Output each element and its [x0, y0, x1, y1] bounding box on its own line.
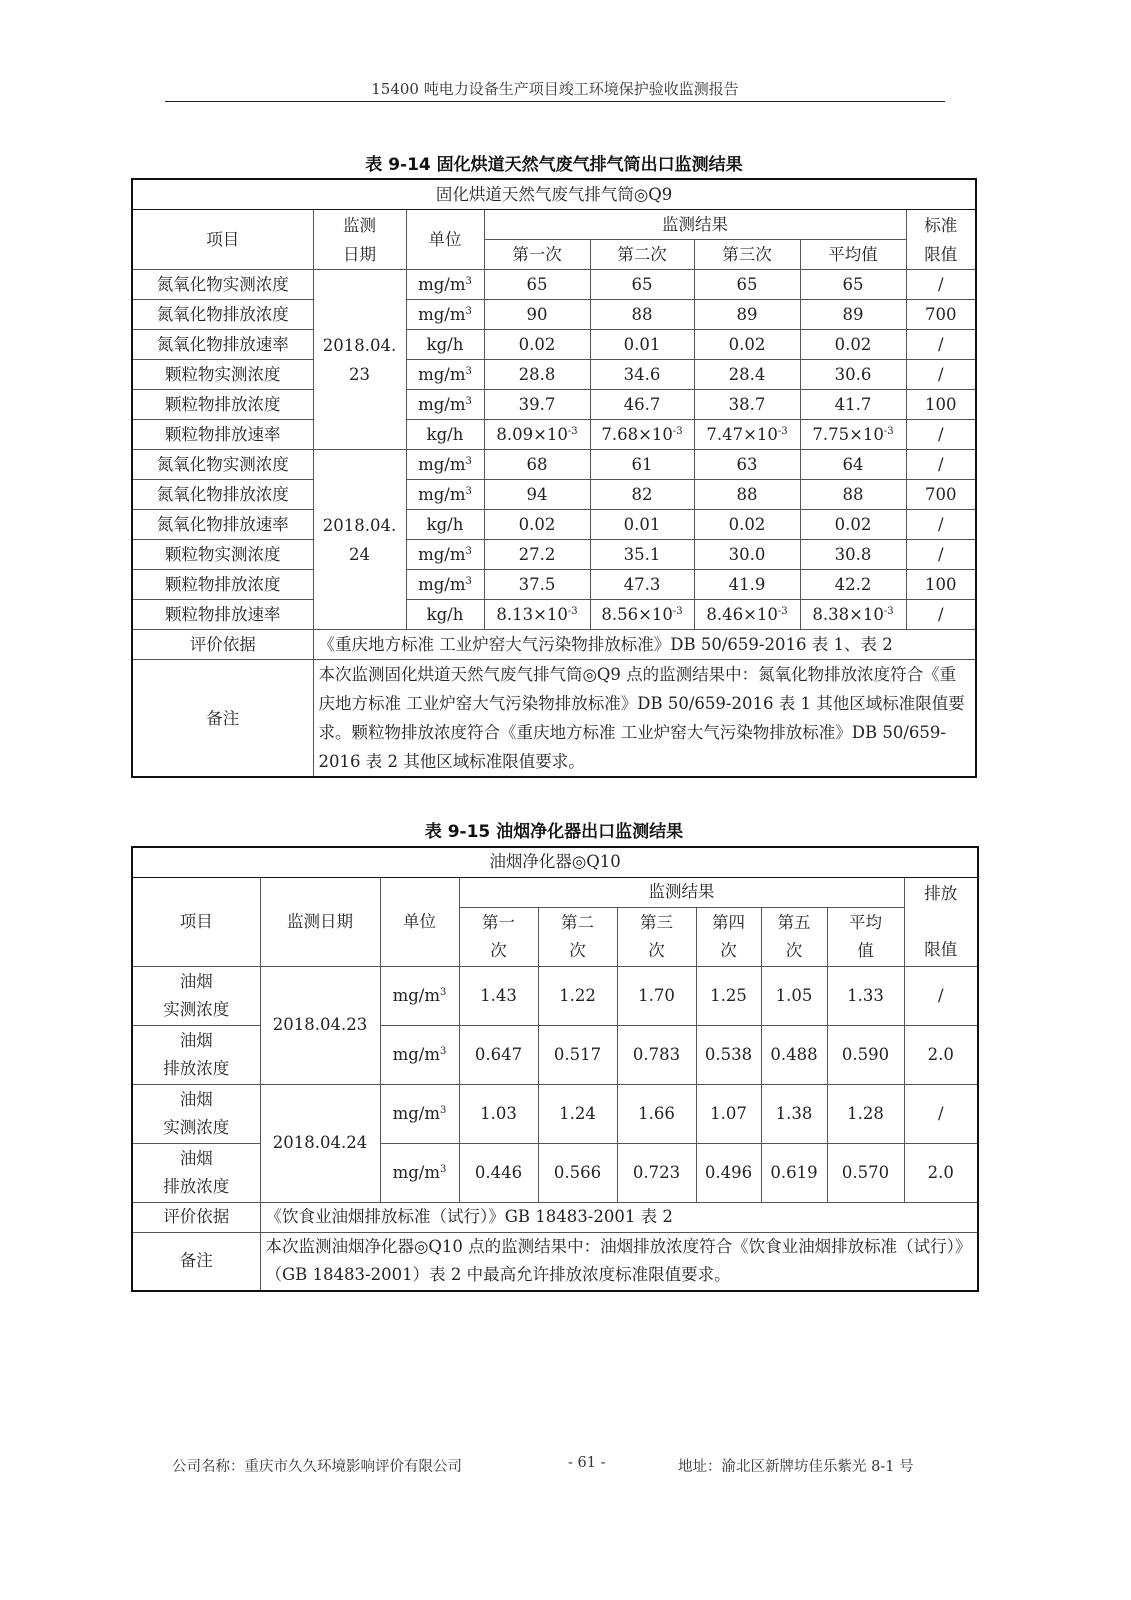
t2-value-2: 1.22 — [538, 966, 617, 1025]
t1-value-3: 88 — [694, 480, 800, 510]
t1-unit: kg/h — [406, 330, 484, 360]
t1-avg: 41.7 — [800, 390, 906, 420]
t1-value-1: 90 — [484, 300, 590, 330]
t1-value-2: 35.1 — [590, 540, 694, 570]
t2-value-4: 0.538 — [696, 1025, 761, 1084]
table-row — [132, 1025, 978, 1084]
t1-unit: $mg/m^3$ — [406, 270, 484, 300]
t1-date: 2018.04. 23 — [313, 270, 406, 450]
t1-value-2: 46.7 — [590, 390, 694, 420]
t1-item: 氮氧化物实测浓度 — [132, 270, 313, 300]
t1-limit: / — [906, 540, 976, 570]
t2-value-2: 1.24 — [538, 1084, 617, 1143]
t1-item: 颗粒物排放浓度 — [132, 390, 313, 420]
t1-unit: $mg/m^3$ — [406, 360, 484, 390]
t1-value-3: 28.4 — [694, 360, 800, 390]
t1-unit: $mg/m^3$ — [406, 300, 484, 330]
t2-note-label: 备注 — [132, 1232, 260, 1291]
t1-header-item: 项目 — [132, 210, 313, 270]
t2-header-avg: 平均 值 — [827, 907, 904, 966]
t2-item: 油烟 排放浓度 — [132, 1025, 260, 1084]
t1-value-1: $8.09\times 10^{-3}$ — [484, 420, 590, 450]
table-row — [132, 600, 976, 630]
table-row — [132, 966, 978, 1025]
t1-value-2: 34.6 — [590, 360, 694, 390]
t1-basis: 《重庆地方标准 工业炉窑大气污染物排放标准》DB 50/659-2016 表 1、表 2 — [313, 630, 976, 660]
t1-value-3: 65 — [694, 270, 800, 300]
t1-value-3: 89 — [694, 300, 800, 330]
t2-unit: $mg/m^3$ — [380, 1084, 459, 1143]
t2-value-5: 0.619 — [761, 1143, 827, 1202]
t2-header-c2: 第二 次 — [538, 907, 617, 966]
t1-item: 颗粒物排放浓度 — [132, 570, 313, 600]
t1-value-1: 37.5 — [484, 570, 590, 600]
t1-header-second: 第二次 — [590, 240, 694, 270]
t2-basis: 《饮食业油烟排放标准（试行）》GB 18483-2001 表 2 — [260, 1202, 978, 1232]
t1-header-first: 第一次 — [484, 240, 590, 270]
t2-limit: 2.0 — [904, 1025, 978, 1084]
table-row — [132, 480, 976, 510]
t2-item: 油烟 实测浓度 — [132, 1084, 260, 1143]
t1-note-label: 备注 — [132, 660, 313, 778]
t1-item: 颗粒物实测浓度 — [132, 360, 313, 390]
table-row — [132, 420, 976, 450]
t1-unit: $mg/m^3$ — [406, 480, 484, 510]
t1-value-1: 28.8 — [484, 360, 590, 390]
table2 — [131, 846, 979, 1292]
t2-item: 油烟 排放浓度 — [132, 1143, 260, 1202]
t1-unit: $mg/m^3$ — [406, 540, 484, 570]
t1-unit: kg/h — [406, 510, 484, 540]
t1-avg: $7.75\times 10^{-3}$ — [800, 420, 906, 450]
t2-basis-label: 评价依据 — [132, 1202, 260, 1232]
t2-value-1: 0.647 — [459, 1025, 538, 1084]
header-rule — [165, 101, 945, 102]
t1-limit: / — [906, 420, 976, 450]
table-row — [132, 570, 976, 600]
table1 — [131, 178, 977, 778]
t1-unit: $mg/m^3$ — [406, 570, 484, 600]
t2-header-c3: 第三 次 — [617, 907, 696, 966]
t1-unit: kg/h — [406, 420, 484, 450]
t2-unit: $mg/m^3$ — [380, 1025, 459, 1084]
t1-value-2: 47.3 — [590, 570, 694, 600]
t1-value-2: 0.01 — [590, 330, 694, 360]
t1-note: 本次监测固化烘道天然气废气排气筒◎Q9 点的监测结果中：氮氧化物排放浓度符合《重庆地方标准 工业炉窑大气污染物排放标准》DB 50/659-2016 表 1 其他区域标准限值要求。颗粒物排放浓度符合《重庆地方标准 工业炉窑大气污染物排放标准》DB 50/659-2016 表 2 其他区域标准限值要求。 — [313, 660, 976, 778]
t1-value-1: 27.2 — [484, 540, 590, 570]
t1-value-2: $7.68\times 10^{-3}$ — [590, 420, 694, 450]
t1-value-3: $8.46\times 10^{-3}$ — [694, 600, 800, 630]
table-row — [132, 330, 976, 360]
t1-avg: 30.8 — [800, 540, 906, 570]
t2-date: 2018.04.24 — [260, 1084, 380, 1202]
t2-item: 油烟 实测浓度 — [132, 966, 260, 1025]
t2-avg: 1.33 — [827, 966, 904, 1025]
t1-item: 颗粒物实测浓度 — [132, 540, 313, 570]
t2-value-1: 1.03 — [459, 1084, 538, 1143]
t1-avg: $8.38\times 10^{-3}$ — [800, 600, 906, 630]
t1-header-results: 监测结果 — [484, 210, 906, 240]
t2-date: 2018.04.23 — [260, 966, 380, 1084]
t1-header-third: 第三次 — [694, 240, 800, 270]
t2-unit: $mg/m^3$ — [380, 966, 459, 1025]
t1-value-2: $8.56\times 10^{-3}$ — [590, 600, 694, 630]
t1-header-unit: 单位 — [406, 210, 484, 270]
t1-date: 2018.04. 24 — [313, 450, 406, 630]
t2-value-4: 1.07 — [696, 1084, 761, 1143]
t2-header-c5: 第五 次 — [761, 907, 827, 966]
t2-limit: 2.0 — [904, 1143, 978, 1202]
t1-value-3: 30.0 — [694, 540, 800, 570]
t2-unit: $mg/m^3$ — [380, 1143, 459, 1202]
t2-note: 本次监测油烟净化器◎Q10 点的监测结果中：油烟排放浓度符合《饮食业油烟排放标准（试行）》（GB 18483-2001）表 2 中最高允许排放浓度标准限值要求。 — [260, 1232, 978, 1291]
t1-avg: 30.6 — [800, 360, 906, 390]
t1-avg: 88 — [800, 480, 906, 510]
t1-value-1: 39.7 — [484, 390, 590, 420]
t1-item: 氮氧化物排放浓度 — [132, 480, 313, 510]
t1-limit: / — [906, 600, 976, 630]
t1-item: 颗粒物排放速率 — [132, 600, 313, 630]
t1-value-3: $7.47\times 10^{-3}$ — [694, 420, 800, 450]
t1-header-date: 监测 日期 — [313, 210, 406, 270]
t1-value-1: 0.02 — [484, 330, 590, 360]
t1-value-1: 94 — [484, 480, 590, 510]
t2-avg: 1.28 — [827, 1084, 904, 1143]
t1-value-2: 61 — [590, 450, 694, 480]
table-row — [132, 360, 976, 390]
t1-avg: 89 — [800, 300, 906, 330]
t2-header-date: 监测日期 — [260, 877, 380, 966]
t1-item: 颗粒物排放速率 — [132, 420, 313, 450]
t1-value-3: 63 — [694, 450, 800, 480]
t1-value-1: 65 — [484, 270, 590, 300]
t1-limit: 700 — [906, 300, 976, 330]
t2-value-3: 1.66 — [617, 1084, 696, 1143]
t2-value-2: 0.566 — [538, 1143, 617, 1202]
t2-avg: 0.590 — [827, 1025, 904, 1084]
t1-avg: 0.02 — [800, 510, 906, 540]
t2-value-1: 0.446 — [459, 1143, 538, 1202]
t2-limit: / — [904, 966, 978, 1025]
table-row — [132, 510, 976, 540]
t1-basis-label: 评价依据 — [132, 630, 313, 660]
t2-value-1: 1.43 — [459, 966, 538, 1025]
t1-limit: 100 — [906, 390, 976, 420]
t1-unit: $mg/m^3$ — [406, 450, 484, 480]
t1-limit: / — [906, 510, 976, 540]
t1-value-2: 82 — [590, 480, 694, 510]
table1-caption: 表 9-14 固化烘道天然气废气排气筒出口监测结果 — [365, 155, 743, 175]
table-row — [132, 1143, 978, 1202]
table-row — [132, 540, 976, 570]
t1-value-3: 38.7 — [694, 390, 800, 420]
report-header-title: 15400 吨电力设备生产项目竣工环境保护验收监测报告 — [371, 80, 739, 98]
t1-header-avg: 平均值 — [800, 240, 906, 270]
table1-source: 固化烘道天然气废气排气筒◎Q9 — [132, 179, 976, 210]
t1-value-3: 0.02 — [694, 510, 800, 540]
t2-limit: / — [904, 1084, 978, 1143]
t1-value-1: $8.13\times 10^{-3}$ — [484, 600, 590, 630]
t1-item: 氮氧化物实测浓度 — [132, 450, 313, 480]
t1-avg: 64 — [800, 450, 906, 480]
t1-avg: 42.2 — [800, 570, 906, 600]
t1-item: 氮氧化物排放速率 — [132, 510, 313, 540]
table-row — [132, 450, 976, 480]
t2-value-2: 0.517 — [538, 1025, 617, 1084]
footer-address: 地址：渝北区新牌坊佳乐紫光 8-1 号 — [678, 1459, 914, 1475]
t1-limit: / — [906, 330, 976, 360]
t2-value-5: 0.488 — [761, 1025, 827, 1084]
t2-value-4: 0.496 — [696, 1143, 761, 1202]
table2-source: 油烟净化器◎Q10 — [132, 847, 978, 877]
t1-value-3: 0.02 — [694, 330, 800, 360]
t2-avg: 0.570 — [827, 1143, 904, 1202]
t2-value-3: 1.70 — [617, 966, 696, 1025]
t1-avg: 0.02 — [800, 330, 906, 360]
t1-value-2: 0.01 — [590, 510, 694, 540]
footer-company: 公司名称：重庆市久久环境影响评价有限公司 — [172, 1459, 462, 1475]
t1-value-1: 0.02 — [484, 510, 590, 540]
t2-value-5: 1.05 — [761, 966, 827, 1025]
table-row — [132, 390, 976, 420]
t1-limit: / — [906, 360, 976, 390]
table2-caption: 表 9-15 油烟净化器出口监测结果 — [424, 822, 684, 842]
t2-header-unit: 单位 — [380, 877, 459, 966]
t1-value-2: 88 — [590, 300, 694, 330]
t1-header-limit: 标准 限值 — [906, 210, 976, 270]
table-row — [132, 1084, 978, 1143]
t1-value-3: 41.9 — [694, 570, 800, 600]
t2-value-3: 0.783 — [617, 1025, 696, 1084]
t1-limit: 700 — [906, 480, 976, 510]
t1-unit: $mg/m^3$ — [406, 390, 484, 420]
t2-header-results: 监测结果 — [459, 877, 904, 907]
table-row — [132, 300, 976, 330]
t2-header-item: 项目 — [132, 877, 260, 966]
t2-value-3: 0.723 — [617, 1143, 696, 1202]
table-row — [132, 270, 976, 300]
t1-limit: / — [906, 270, 976, 300]
t1-limit: 100 — [906, 570, 976, 600]
t1-avg: 65 — [800, 270, 906, 300]
t1-item: 氮氧化物排放浓度 — [132, 300, 313, 330]
t1-value-2: 65 — [590, 270, 694, 300]
t2-value-4: 1.25 — [696, 966, 761, 1025]
t2-value-5: 1.38 — [761, 1084, 827, 1143]
footer-page-number: - 61 - — [568, 1455, 606, 1471]
t1-item: 氮氧化物排放速率 — [132, 330, 313, 360]
t2-header-c4: 第四 次 — [696, 907, 761, 966]
t1-unit: kg/h — [406, 600, 484, 630]
t2-header-limit: 排放 限值 — [904, 877, 978, 966]
t2-header-c1: 第一 次 — [459, 907, 538, 966]
t1-limit: / — [906, 450, 976, 480]
t1-value-1: 68 — [484, 450, 590, 480]
